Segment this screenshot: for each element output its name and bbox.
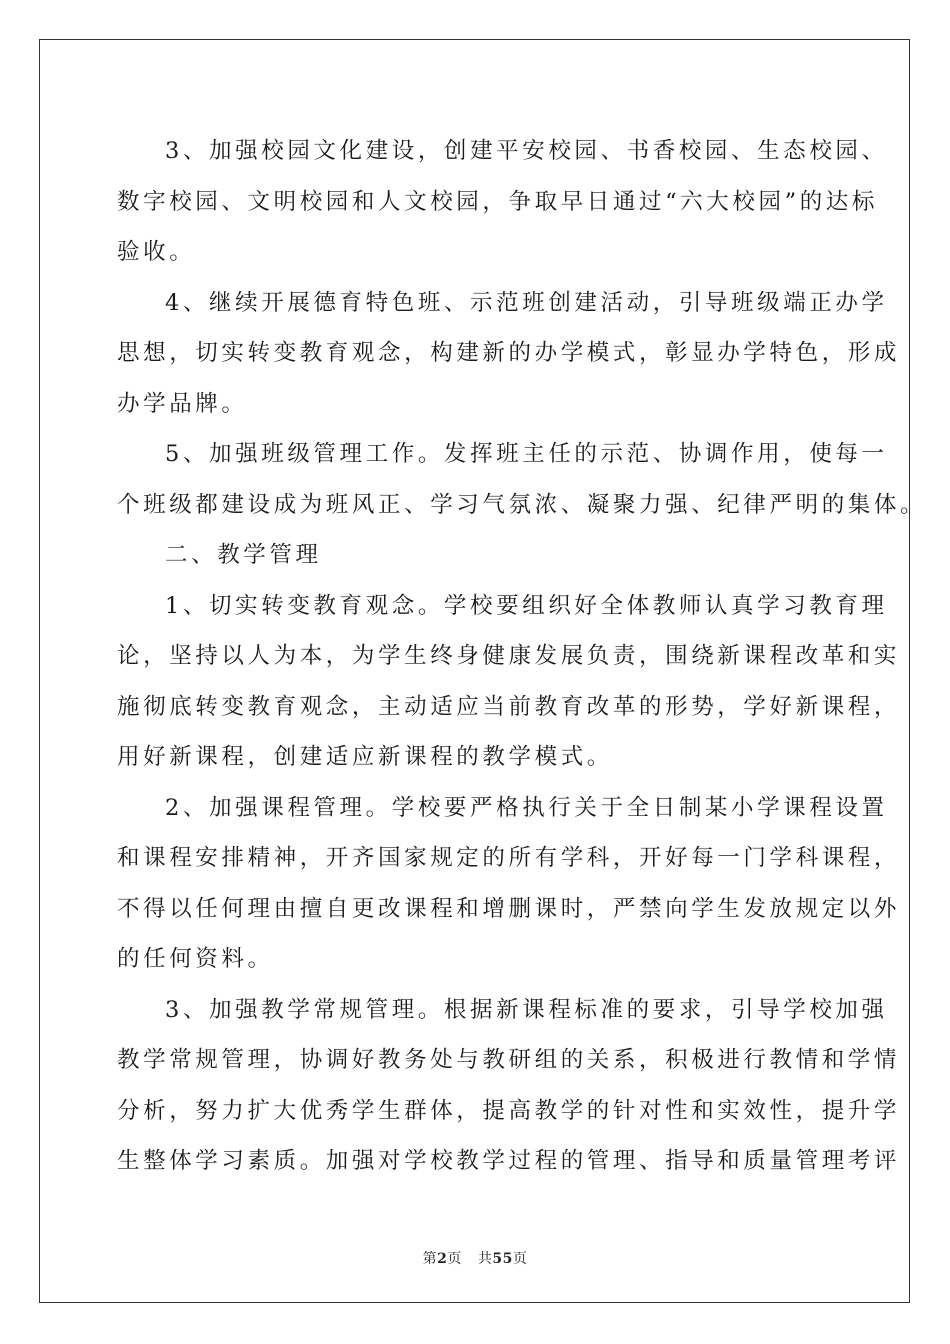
document-body	[117, 126, 927, 1187]
paragraph-teaching-routine	[117, 985, 901, 1187]
text-line: 验收。	[117, 239, 196, 265]
text-line: 思想，切实转变教育观念，构建新的办学模式，彰显办学特色，形成	[117, 340, 901, 366]
page-prefix: 第	[422, 1251, 438, 1267]
text-line: 3、加强教学常规管理。根据新课程标准的要求，引导学校加强	[165, 996, 888, 1023]
text-line: 用好新课程，创建适应新课程的教学模式。	[117, 744, 613, 770]
text-line: 施彻底转变教育观念，主动适应当前教育改革的形势，学好新课程，	[117, 693, 901, 720]
text-line: 的任何资料。	[117, 946, 274, 972]
page-suffix: 页	[447, 1251, 462, 1267]
text-line: 个班级都建设成为班风正、学习气氛浓、凝聚力强、纪律严明的集体。	[117, 491, 927, 518]
text-line: 教学常规管理，协调好教务处与教研组的关系，积极进行教情和学情	[117, 1047, 901, 1073]
text-line: 1、切实转变教育观念。学校要组织好全体教师认真学习教育理	[165, 592, 888, 619]
paragraph-curriculum-management	[117, 783, 901, 985]
text-line: 数字校园、文明校园和人文校园，争取早日通过“六大校园”的达标	[117, 188, 879, 215]
text-line: 办学品牌。	[117, 390, 248, 417]
text-line: 4、继续开展德育特色班、示范班创建活动，引导班级端正办学	[165, 289, 888, 316]
text-line: 生整体学习素质。加强对学校教学过程的管理、指导和质量管理考评	[117, 1148, 901, 1174]
page-number: 2	[437, 1251, 448, 1267]
text-line: 2、加强课程管理。学校要严格执行关于全日制某小学课程设置	[165, 794, 888, 821]
paragraph-education-concept	[117, 581, 901, 783]
page-footer	[0, 1248, 950, 1268]
text-line: 论，坚持以人为本，为学生终身健康发展负责，围绕新课程改革和实	[117, 643, 901, 669]
paragraph-class-management	[117, 429, 927, 530]
paragraph-moral-class	[117, 278, 901, 430]
text-line: 分析，努力扩大优秀学生群体，提高教学的针对性和实效性，提升学	[117, 1097, 901, 1124]
total-suffix: 页	[512, 1251, 528, 1267]
total-prefix: 共	[477, 1251, 493, 1267]
total-pages: 55	[492, 1251, 513, 1267]
text-line: 不得以任何理由擅自更改课程和增删课时，严禁向学生发放规定以外	[117, 895, 901, 922]
text-line: 3、加强校园文化建设，创建平安校园、书香校园、生态校园、	[165, 138, 888, 164]
section-heading-teaching-management	[117, 530, 837, 581]
text-line: 5、加强班级管理工作。发挥班主任的示范、协调作用，使每一	[165, 441, 888, 467]
paragraph-culture	[117, 126, 888, 278]
text-line: 和课程安排精神，开齐国家规定的所有学科，开好每一门学科课程，	[117, 845, 901, 871]
heading-text: 二、教学管理	[165, 542, 322, 568]
